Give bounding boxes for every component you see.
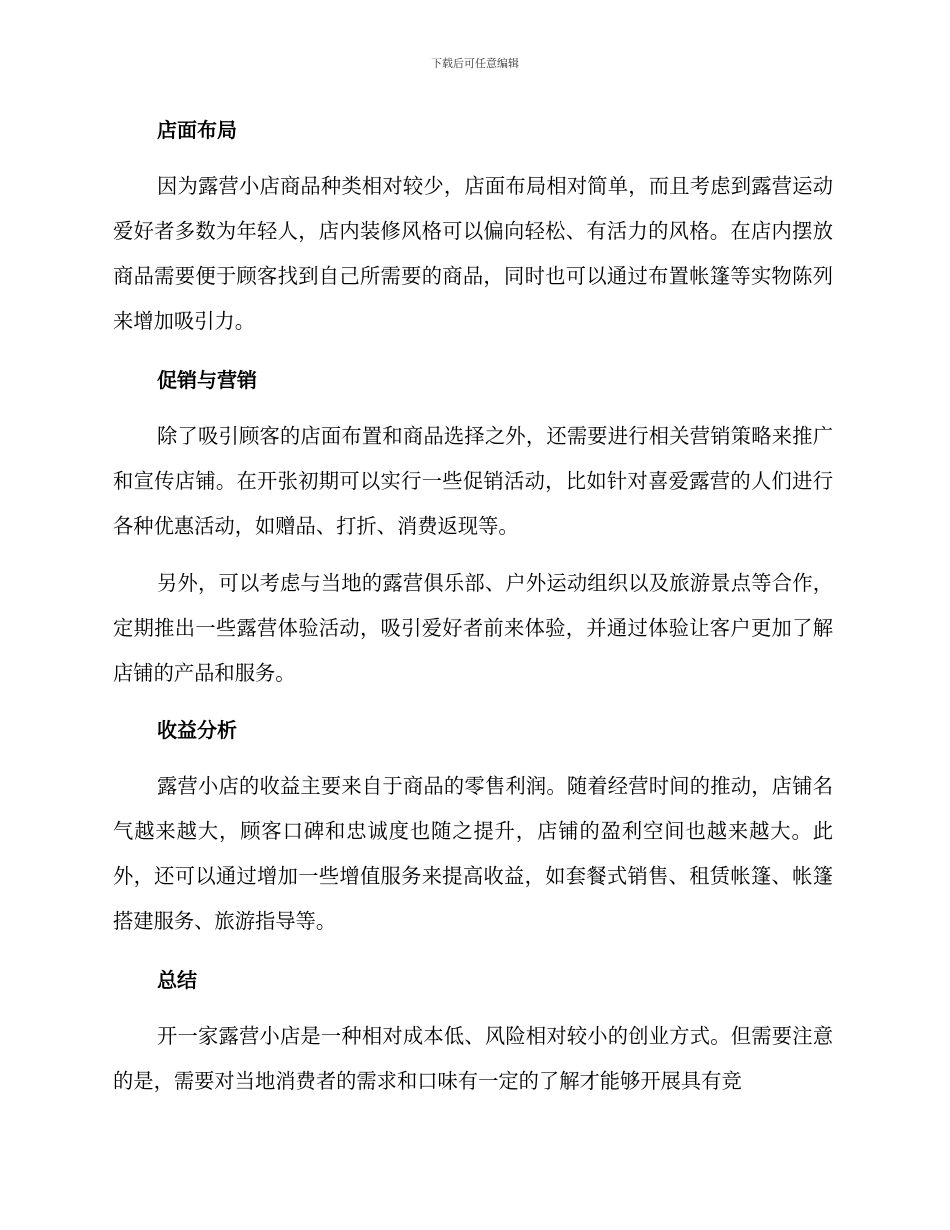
section-heading-summary: 总结 [157,968,197,992]
section-heading-layout: 店面布局 [157,118,237,142]
paragraph-summary: 开一家露营小店是一种相对成本低、风险相对较小的创业方式。但需要注意的是，需要对当地消费者的需求和口味有一定的了解才能够开展具有竞 [113,1024,833,1093]
section-heading-marketing: 促销与营销 [157,368,257,392]
section-heading-revenue: 收益分析 [157,718,237,742]
paragraph-marketing-1: 除了吸引顾客的店面布置和商品选择之外，还需要进行相关营销策略来推广和宣传店铺。在开张初期可以实行一些促销活动，比如针对喜爱露营的人们进行各种优惠活动，如赠品、打折、消费返现等。 [113,424,833,538]
paragraph-layout: 因为露营小店商品种类相对较少，店面布局相对简单，而且考虑到露营运动爱好者多数为年轻人，店内装修风格可以偏向轻松、有活力的风格。在店内摆放商品需要便于顾客找到自己所需要的商品，同时也可以通过布置帐篷等实物陈列来增加吸引力。 [113,174,833,333]
paragraph-marketing-2: 另外，可以考虑与当地的露营俱乐部、户外运动组织以及旅游景点等合作，定期推出一些露营体验活动，吸引爱好者前来体验，并通过体验让客户更加了解店铺的产品和服务。 [113,571,833,685]
page-header: 下载后可任意编辑 [431,57,519,70]
paragraph-revenue: 露营小店的收益主要来自于商品的零售利润。随着经营时间的推动，店铺名气越来越大，顾客口碑和忠诚度也随之提升，店铺的盈利空间也越来越大。此外，还可以通过增加一些增值服务来提高收益，如套餐式销售、租赁帐篷、帐篷搭建服务、旅游指导等。 [113,774,833,933]
